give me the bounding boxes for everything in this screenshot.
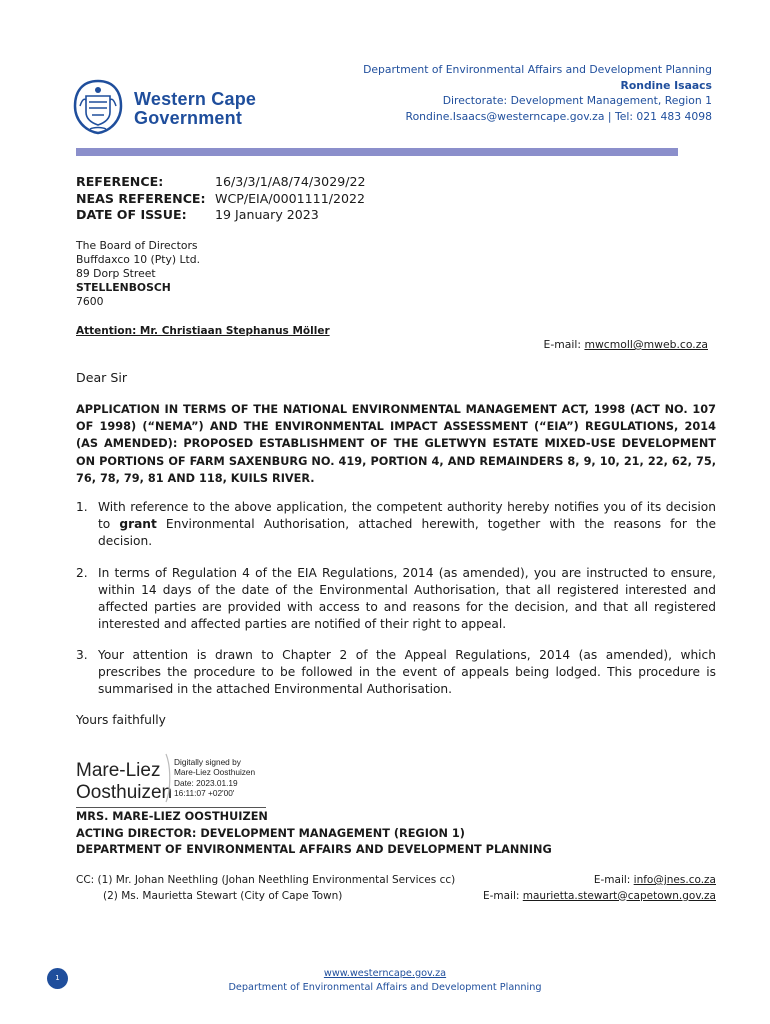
address-line: 89 Dorp Street	[76, 267, 156, 280]
reference-value: 16/3/3/1/A8/74/3029/22	[215, 174, 366, 189]
address-city: STELLENBOSCH	[76, 281, 171, 294]
cc-block	[76, 873, 716, 904]
paragraph-text: Your attention is drawn to Chapter 2 of the Appeal Regulations, 2014 (as amended), which prescribes the procedure to be followed in the event of appeals being lodged. This procedure is summarised in the attached Environmental Authorisation.	[98, 648, 716, 696]
reference-block	[76, 174, 366, 224]
signer-department: DEPARTMENT OF ENVIRONMENTAL AFFAIRS AND DEVELOPMENT PLANNING	[76, 843, 552, 856]
paragraph-number: 3.	[76, 648, 88, 662]
letter-header	[363, 62, 712, 124]
signer-title: ACTING DIRECTOR: DEVELOPMENT MANAGEMENT (REGION 1)	[76, 826, 465, 840]
signer-block	[76, 809, 552, 859]
cc-row	[76, 889, 716, 905]
address-line: The Board of Directors	[76, 239, 198, 252]
cc-email-label: E-mail:	[482, 889, 523, 902]
subject-heading: APPLICATION IN TERMS OF THE NATIONAL ENVIRONMENTAL MANAGEMENT ACT, 1998 (ACT NO. 107 OF 1998) (“NEMA”) AND THE ENVIRONMENTAL IMPACT ASSESSMENT (“EIA”) REGULATIONS, 2014 (AS AMENDED): PROPOSED ESTABLISHMENT OF THE GLETWYN ESTATE MIXED-USE DEVELOPMENT ON PORTIONS OF FARM SAXENBURG NO. 419, PORTION 4, AND REMAINDERS 8, 9, 10, 21, 22, 62, 75, 76, 78, 79, 81 AND 118, KUILS RIVER.	[76, 403, 716, 485]
paragraph-text: With reference to the above application, the competent authority hereby notifies you of its decision to	[98, 500, 716, 531]
digital-signature-name	[76, 760, 172, 804]
footer-department: Department of Environmental Affairs and Development Planning	[228, 982, 542, 993]
paragraph-number: 2.	[76, 566, 88, 580]
reference-label: REFERENCE:	[76, 174, 164, 189]
signer-name: MRS. MARE-LIEZ OOSTHUIZEN	[76, 810, 268, 823]
signature-divider-icon	[164, 752, 174, 804]
page-number-badge: 1	[47, 968, 68, 989]
recipient-email	[544, 338, 708, 351]
cc-recipient: CC: (1) Mr. Johan Neethling (Johan Neethling Environmental Services cc)	[76, 874, 456, 886]
signature-date: Date: 2023.01.19	[174, 777, 238, 788]
neas-reference-label: NEAS REFERENCE:	[76, 190, 206, 206]
cc-email-link[interactable]: info@jnes.co.za	[633, 874, 716, 886]
signature-line	[76, 807, 266, 808]
paragraph-text: Environmental Authorisation, attached herewith, together with the reasons for the decision.	[98, 517, 717, 548]
coat-of-arms-icon	[72, 78, 124, 136]
cc-row	[76, 873, 716, 889]
signature-first-name: Mare-Liez	[76, 760, 161, 781]
header-directorate: Directorate: Development Management, Region 1	[442, 94, 712, 107]
header-person: Rondine Isaacs	[620, 78, 712, 92]
footer-url-link[interactable]: www.westerncape.gov.za	[323, 968, 447, 979]
address-line: Buffdaxco 10 (Pty) Ltd.	[76, 253, 201, 266]
recipient-address	[76, 239, 200, 309]
address-postal-code: 7600	[76, 295, 104, 308]
cc-recipient: (2) Ms. Maurietta Stewart (City of Cape Town)	[103, 889, 343, 902]
date-of-issue-row	[76, 207, 366, 224]
header-rule	[76, 148, 678, 156]
cc-email-link[interactable]: maurietta.stewart@capetown.gov.za	[522, 889, 716, 902]
cc-email-label: E-mail:	[593, 874, 634, 886]
reference-row	[76, 174, 366, 191]
paragraph-2	[76, 565, 716, 633]
signature-meta: Mare-Liez Oosthuizen	[174, 767, 256, 778]
digital-signature-details	[174, 757, 255, 799]
paragraph-1	[76, 499, 716, 550]
logo-line-government: Government	[134, 108, 243, 128]
paragraph-bold-text: grant	[119, 517, 157, 531]
logo-line-western-cape: Western Cape	[134, 89, 257, 109]
email-label: E-mail:	[543, 338, 585, 351]
header-department: Department of Environmental Affairs and Development Planning	[363, 63, 712, 76]
signature-last-name: Oosthuizen	[76, 782, 173, 803]
paragraph-3	[76, 647, 716, 698]
neas-reference-row	[76, 191, 366, 208]
date-of-issue-value: 19 January 2023	[215, 207, 319, 222]
paragraph-number: 1.	[76, 500, 88, 514]
signature-meta: Digitally signed by	[174, 757, 241, 767]
signature-time: 16:11:07 +02'00'	[174, 788, 235, 799]
attention-line: Attention: Mr. Christiaan Stephanus Möller	[76, 325, 330, 337]
footer-url	[0, 968, 770, 979]
date-of-issue-label: DATE OF ISSUE:	[76, 207, 187, 222]
closing: Yours faithfully	[76, 713, 166, 727]
paragraph-text: In terms of Regulation 4 of the EIA Regulations, 2014 (as amended), you are instructed to ensure, within 14 days of the date of the Environmental Authorisation, that all registered interested and affected parties are provided with access to and reasons for the decision, and that all registered interested and affected parties are notified of their right to appeal.	[98, 566, 716, 631]
neas-reference-value: WCP/EIA/0001111/2022	[215, 190, 365, 206]
salutation: Dear Sir	[76, 370, 128, 385]
recipient-email-link[interactable]: mwcmoll@mweb.co.za	[584, 338, 708, 351]
header-contact: Rondine.Isaacs@westerncape.gov.za | Tel: 021 483 4098	[405, 109, 712, 123]
